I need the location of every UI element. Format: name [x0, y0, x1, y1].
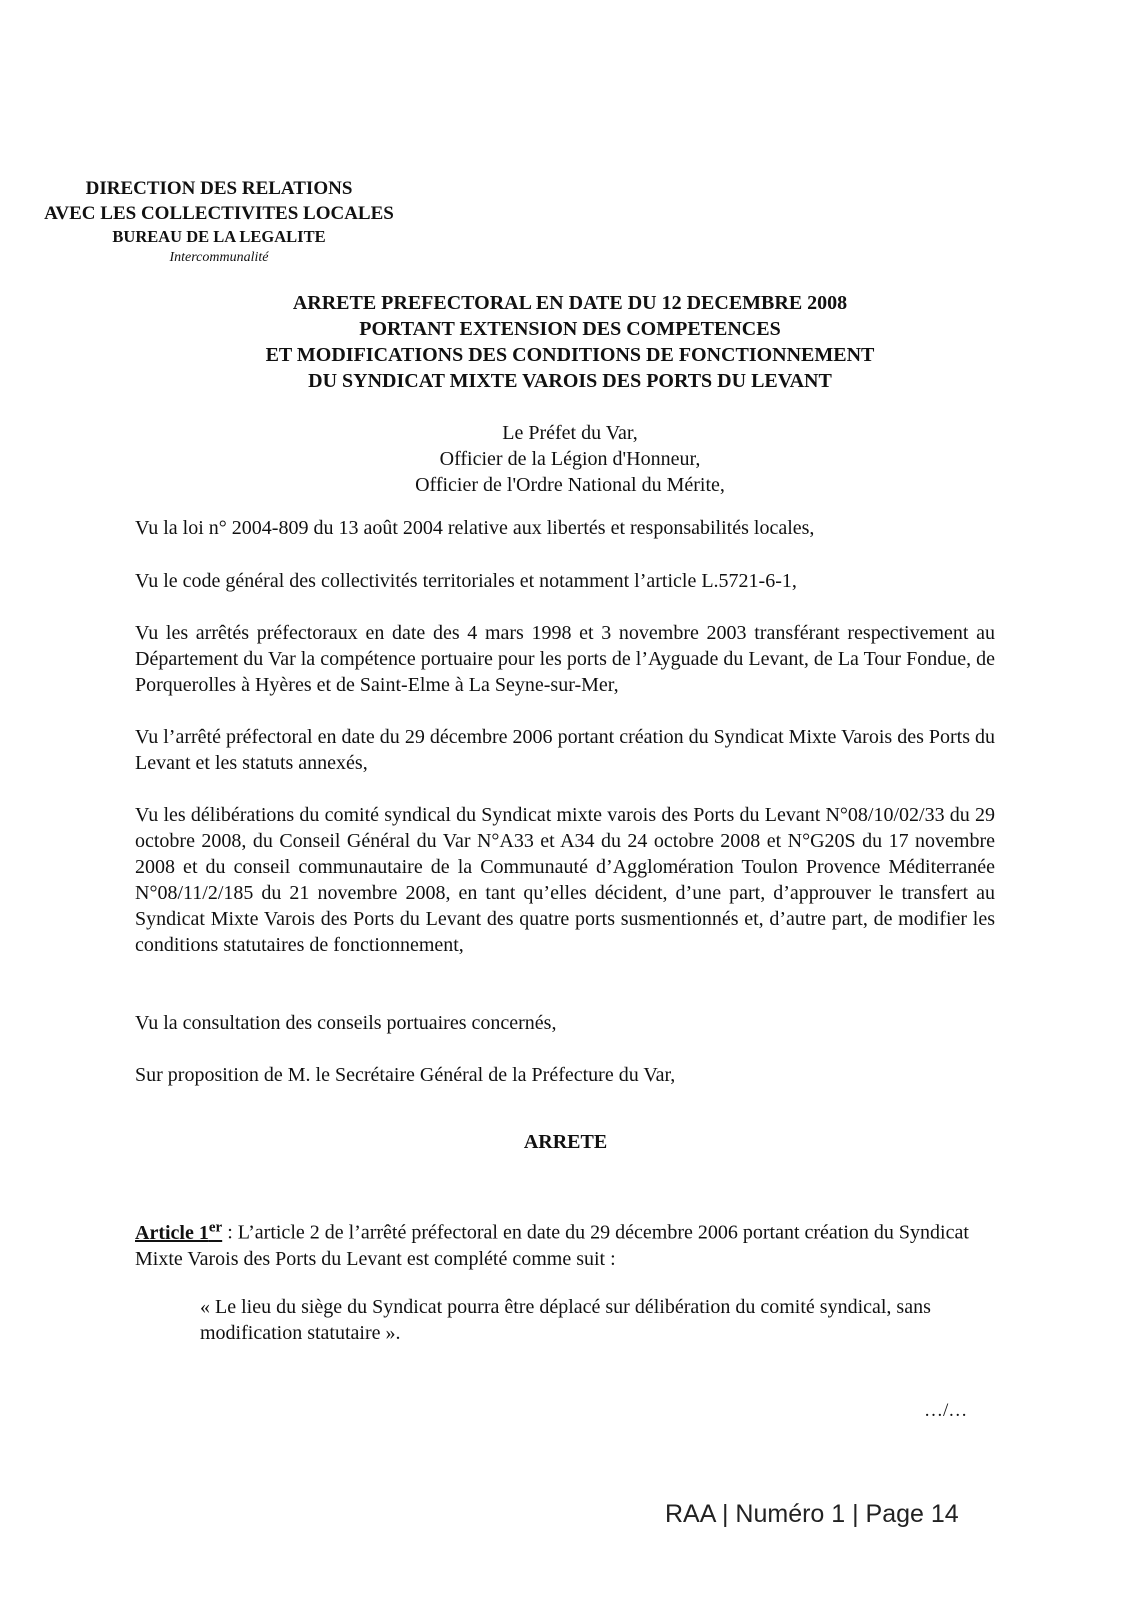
article-1-label-text: Article 1	[135, 1221, 209, 1244]
page-footer: RAA | Numéro 1 | Page 14	[665, 1500, 959, 1528]
article-1-label	[135, 1219, 223, 1244]
decree-title	[190, 290, 950, 394]
title-line: PORTANT EXTENSION DES COMPETENCES	[359, 318, 781, 340]
signer-line: Le Préfet du Var,	[502, 422, 638, 444]
article-1-label-sup: er	[208, 1219, 223, 1235]
signer-line: Officier de l'Ordre National du Mérite,	[415, 474, 725, 496]
title-line: ET MODIFICATIONS DES CONDITIONS DE FONCTIONNEMENT	[265, 344, 875, 366]
header-collectivites: AVEC LES COLLECTIVITES LOCALES	[44, 203, 394, 224]
arrete-heading: ARRETE	[523, 1131, 608, 1153]
considerant-consultation: Vu la consultation des conseils portuaires concernés,	[135, 1012, 557, 1034]
proposition: Sur proposition de M. le Secrétaire Général de la Préfecture du Var,	[135, 1064, 676, 1086]
considerant-deliberations: Vu les délibérations du comité syndical du Syndicat mixte varois des Ports du Levant N°08/10/02/33 du 29 octobre 2008, du Conseil Général du Var N°A33 et A34 du 24 octobre 2008 et N°G20S du 17 novembre 2008 et du conseil communautaire de la Communauté d’Agglomération Toulon Provence Méditerranée N°08/11/2/185 du 21 novembre 2008, en tant qu’elles décident, d’une part, d’approuver le transfert au Syndicat Mixte Varois des Ports du Levant des quatre ports susmentionnés et, d’autre part, de modifier les conditions statutaires de fonctionnement,	[135, 804, 995, 956]
issuing-service-header	[24, 176, 414, 268]
considerant-arretes-1998-2003: Vu les arrêtés préfectoraux en date des 4 mars 1998 et 3 novembre 2003 transférant respectivement au Département du Var la compétence portuaire pour les ports de l’Ayguade du Levant, de La Tour Fondue, de Porquerolles à Hyères et de Saint-Elme à La Seyne-sur-Mer,	[135, 622, 995, 696]
header-bureau: BUREAU DE LA LEGALITE	[112, 227, 326, 246]
header-section: Intercommunalité	[169, 250, 269, 265]
article-1-quote: « Le lieu du siège du Syndicat pourra être déplacé sur délibération du comité syndical, sans modification statutaire ».	[200, 1296, 931, 1344]
considerant-code: Vu le code général des collectivités territoriales et notamment l’article L.5721-6-1,	[135, 570, 797, 592]
considerant-arrete-2006: Vu l’arrêté préfectoral en date du 29 décembre 2006 portant création du Syndicat Mixte Varois des Ports du Levant et les statuts annexés,	[135, 726, 995, 774]
article-1-text: : L’article 2 de l’arrêté préfectoral en date du 29 décembre 2006 portant création du Syndicat Mixte Varois des Ports du Levant est complété comme suit :	[135, 1221, 969, 1270]
header-direction: DIRECTION DES RELATIONS	[85, 178, 353, 199]
continued-mark: …/…	[924, 1400, 968, 1421]
prefect-titles	[380, 420, 760, 498]
title-line: ARRETE PREFECTORAL EN DATE DU 12 DECEMBRE 2008	[292, 292, 848, 314]
considerant-loi: Vu la loi n° 2004-809 du 13 août 2004 relative aux libertés et responsabilités locales,	[135, 517, 815, 539]
article-1	[135, 1214, 995, 1272]
signer-line: Officier de la Légion d'Honneur,	[439, 448, 701, 470]
title-line: DU SYNDICAT MIXTE VAROIS DES PORTS DU LEVANT	[308, 370, 832, 392]
